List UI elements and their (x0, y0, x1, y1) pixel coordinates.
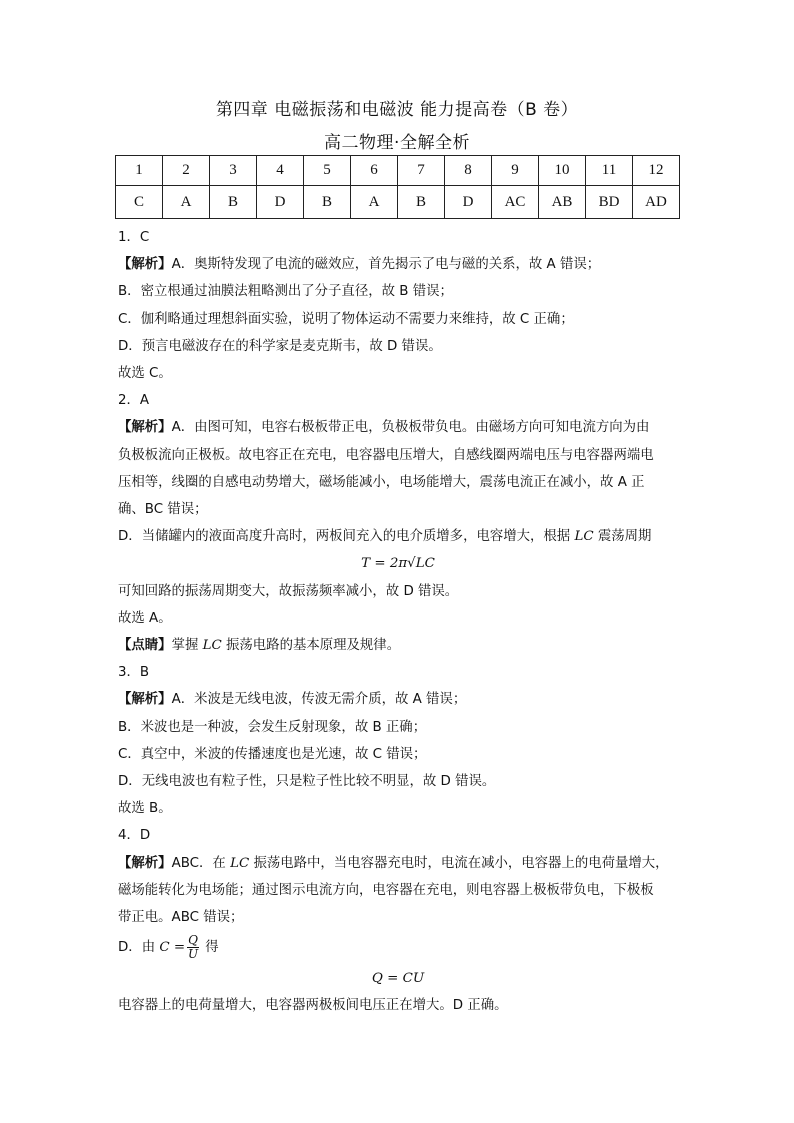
text-line: D．无线电波也有粒子性，只是粒子性比较不明显，故 D 错误。 (118, 774, 496, 790)
solution-body (118, 224, 678, 1020)
text-line: 负极板流向正极板。故电容正在充电，电容器电压增大，自感线圈两端电压与电容器两端电 (118, 447, 654, 463)
text-span: 震荡周期 (593, 529, 652, 545)
analysis-tag: 【解析】 (118, 257, 172, 273)
math-symbol: LC (574, 529, 594, 545)
text-span: A．奥斯特发现了电流的磁效应，首先揭示了电与磁的关系，故 A 错误； (171, 257, 601, 273)
question-number-cell: 9 (492, 156, 539, 186)
question-number-cell: 2 (163, 156, 210, 186)
text-line: 可知回路的振荡周期变大，故振荡频率减小，故 D 错误。 (118, 583, 459, 599)
remark-tag: 【点睛】 (118, 638, 172, 654)
answer-cell: D (257, 186, 304, 219)
question-number-cell: 8 (445, 156, 492, 186)
answer-cell: A (351, 186, 398, 219)
page-title: 第四章 电磁振荡和电磁波 能力提高卷（B 卷） (215, 100, 579, 120)
text-span: 掌握 (171, 638, 203, 654)
math-symbol: C = (159, 940, 186, 956)
text-line (118, 414, 678, 441)
answer-cell: BD (586, 186, 633, 219)
question-number-cell: 12 (633, 156, 680, 186)
question-number-cell: 11 (586, 156, 633, 186)
fraction-numerator: Q (188, 932, 198, 947)
text-line: 故选 B。 (118, 801, 172, 817)
text-line: 带正电。ABC 错误； (118, 910, 244, 926)
text-span: D．当储罐内的液面高度升高时，两板间充入的电介质增多，电容增大，根据 (118, 529, 575, 545)
text-line: B．密立根通过油膜法粗略测出了分子直径，故 B 错误； (118, 284, 453, 300)
question-number-cell: 3 (210, 156, 257, 186)
text-span: 得 (200, 940, 219, 956)
answer-cell: C (116, 186, 163, 219)
analysis-tag: 【解析】 (118, 420, 172, 436)
math-symbol: LC (230, 855, 250, 871)
answer-cell: B (210, 186, 257, 219)
page-subtitle: 高二物理·全解全析 (324, 133, 470, 153)
text-span: D．由 (118, 940, 160, 956)
text-line: B．米波也是一种波，会发生反射现象，故 B 正确； (118, 719, 427, 735)
text-line: 故选 A。 (118, 610, 172, 626)
answer-cell: AD (633, 186, 680, 219)
answer-table-number-row (116, 156, 680, 186)
question-number-cell: 6 (351, 156, 398, 186)
text-span: ABC．在 (171, 855, 231, 871)
text-span: 振荡电路的基本原理及规律。 (221, 638, 401, 654)
text-line: D．预言电磁波存在的科学家是麦克斯韦，故 D 错误。 (118, 338, 442, 354)
text-line (118, 931, 678, 965)
question-heading: 3．B (118, 665, 150, 681)
text-line: 压相等，线圈的自感电动势增大，磁场能减小，电场能增大，震荡电流正在减小，故 A 正 (118, 474, 645, 490)
answer-cell: AB (539, 186, 586, 219)
text-line (118, 523, 678, 550)
text-line (118, 686, 678, 713)
answer-cell: D (445, 186, 492, 219)
question-number-cell: 10 (539, 156, 586, 186)
question-heading: 4．D (118, 828, 151, 844)
fraction-denominator: U (187, 946, 199, 961)
answer-table-answer-row (116, 186, 680, 219)
text-line: C．伽利略通过理想斜面实验，说明了物体运动不需要力来维持，故 C 正确； (118, 311, 574, 327)
answer-cell: B (398, 186, 445, 219)
question-number-cell: 1 (116, 156, 163, 186)
text-line (118, 850, 678, 877)
text-line: C．真空中，米波的传播速度也是光速，故 C 错误； (118, 746, 427, 762)
question-heading: 2．A (118, 393, 150, 409)
question-number-cell: 4 (257, 156, 304, 186)
text-line (118, 251, 678, 278)
text-span: A．米波是无线电波，传波无需介质，故 A 错误； (171, 692, 467, 708)
formula-charge: Q = CU (371, 971, 425, 987)
answer-table (115, 155, 680, 219)
analysis-tag: 【解析】 (118, 855, 172, 871)
question-heading: 1．C (118, 230, 150, 245)
text-line: 确、BC 错误； (118, 502, 208, 518)
text-span: 振荡电路中，当电容器充电时，电流在减小，电容器上的电荷量增大， (249, 855, 669, 871)
math-symbol: LC (202, 638, 222, 654)
text-line: 故选 C。 (118, 366, 172, 382)
fraction (187, 934, 199, 961)
answer-cell: B (304, 186, 351, 219)
analysis-tag: 【解析】 (118, 692, 172, 708)
question-number-cell: 7 (398, 156, 445, 186)
answer-cell: AC (492, 186, 539, 219)
text-line (118, 632, 678, 659)
text-line: 磁场能转化为电场能；通过图示电流方向，电容器在充电，则电容器上极板带负电，下极板 (118, 882, 654, 898)
question-number-cell: 5 (304, 156, 351, 186)
answer-cell: A (163, 186, 210, 219)
text-line: 电容器上的电荷量增大，电容器两极板间电压正在增大。D 正确。 (118, 998, 508, 1014)
text-span: A．由图可知，电容右极板带正电，负极板带负电。由磁场方向可知电流方向为由 (171, 420, 650, 436)
formula-period: T = 2π√LC (361, 556, 435, 572)
